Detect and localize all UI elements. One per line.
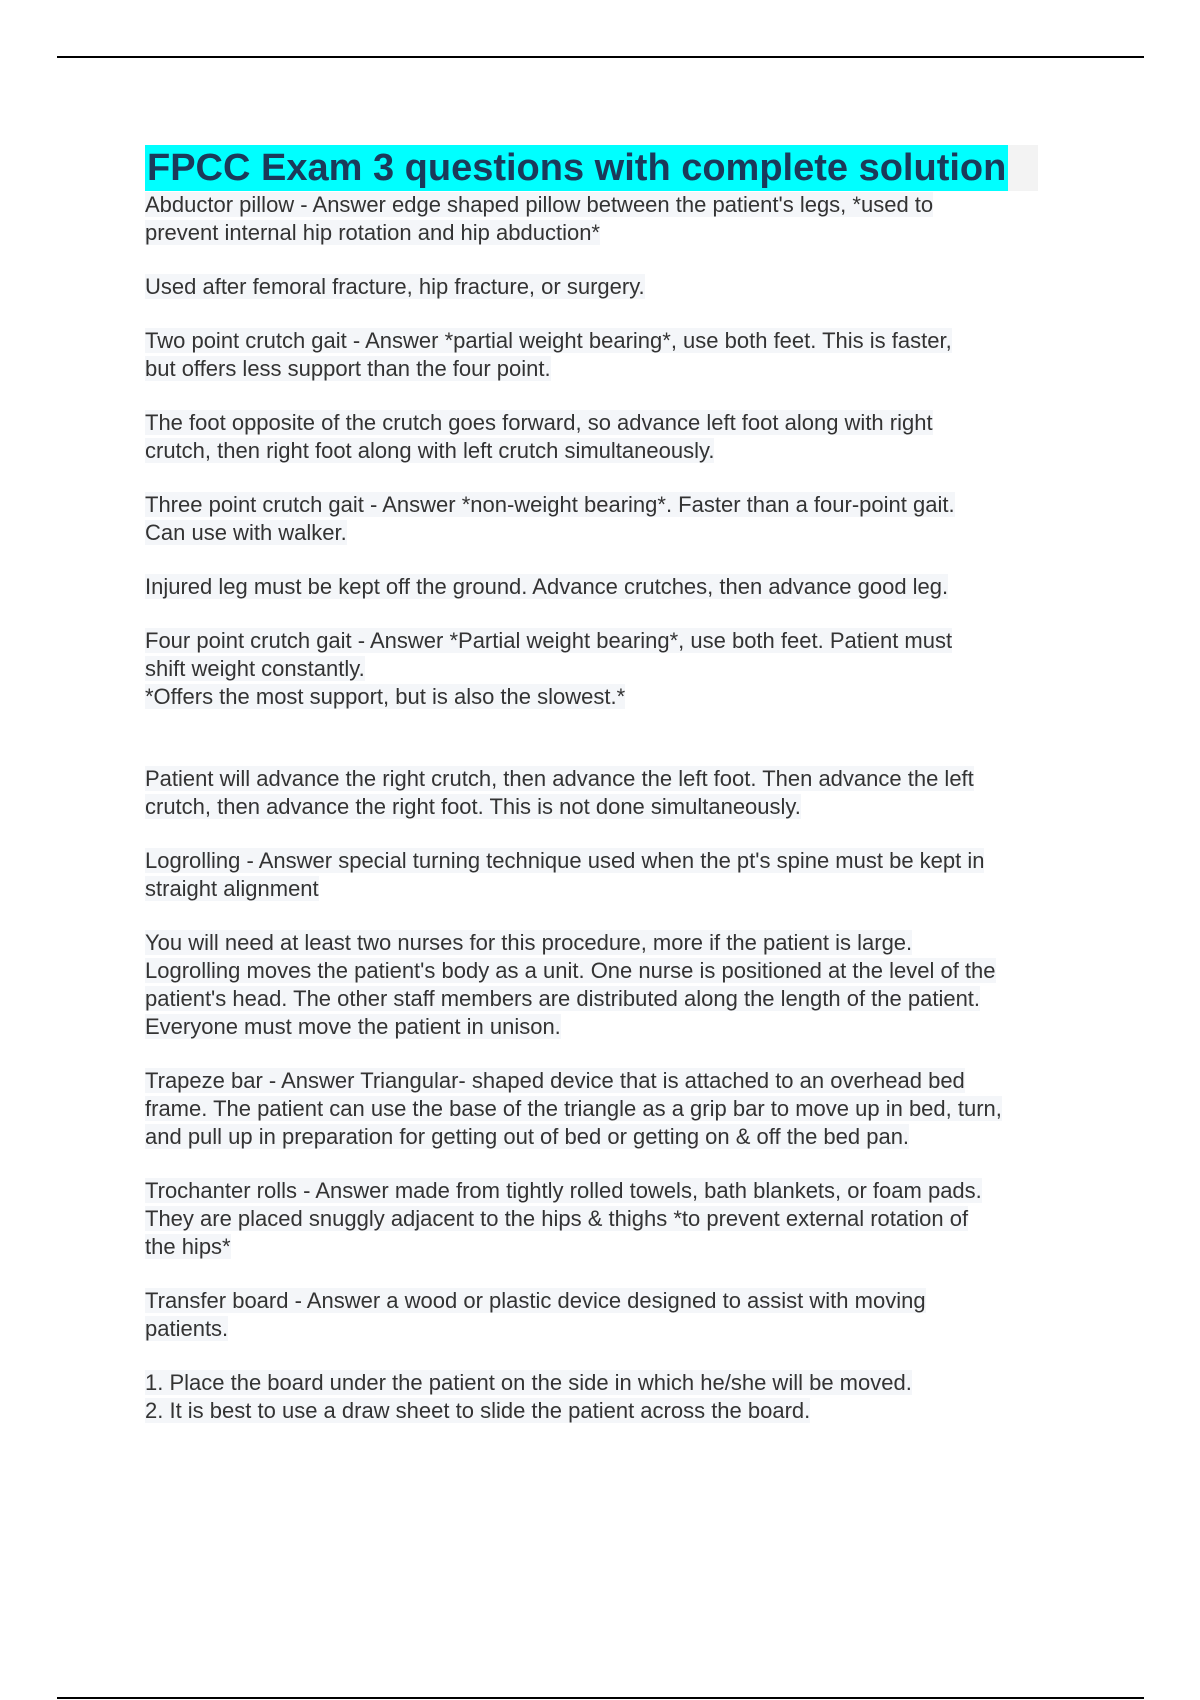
paragraph-logrolling-detail bbox=[145, 929, 1095, 1041]
document-title: FPCC Exam 3 questions with complete solution bbox=[147, 147, 1007, 189]
text-line: and pull up in preparation for getting out of bed or getting on & off the bed pan. bbox=[145, 1124, 910, 1149]
text-line: Injured leg must be kept off the ground. Advance crutches, then advance good leg. bbox=[145, 574, 949, 599]
paragraph-four-point-gait bbox=[145, 627, 1095, 711]
text-line: Can use with walker. bbox=[145, 520, 347, 545]
text-line: crutch, then advance the right foot. This is not done simultaneously. bbox=[145, 794, 801, 819]
footer-rule bbox=[57, 1697, 1144, 1699]
paragraph-three-point-detail bbox=[145, 573, 1095, 601]
text-line: prevent internal hip rotation and hip abduction* bbox=[145, 220, 600, 245]
text-line: Everyone must move the patient in unison. bbox=[145, 1014, 561, 1039]
text-line: Two point crutch gait - Answer *partial weight bearing*, use both feet. This is faster, bbox=[145, 328, 952, 353]
text-line: *Offers the most support, but is also the slowest.* bbox=[145, 684, 626, 709]
text-line: Used after femoral fracture, hip fracture, or surgery. bbox=[145, 274, 645, 299]
paragraph-transfer-board bbox=[145, 1287, 1095, 1343]
text-line: frame. The patient can use the base of the triangle as a grip bar to move up in bed, turn, bbox=[145, 1096, 1002, 1121]
paragraph-abductor-pillow-use bbox=[145, 273, 1095, 301]
paragraph-four-point-detail bbox=[145, 765, 1095, 821]
text-line: Abductor pillow - Answer edge shaped pillow between the patient's legs, *used to bbox=[145, 192, 934, 217]
text-line: The foot opposite of the crutch goes forward, so advance left foot along with right bbox=[145, 410, 933, 435]
text-line: They are placed snuggly adjacent to the hips & thighs *to prevent external rotation of bbox=[145, 1206, 969, 1231]
text-line: patient's head. The other staff members are distributed along the length of the patient. bbox=[145, 986, 981, 1011]
paragraph-three-point-gait bbox=[145, 491, 1095, 547]
text-line: shift weight constantly. bbox=[145, 656, 365, 681]
document-body bbox=[145, 145, 1095, 1425]
text-line: Transfer board - Answer a wood or plastic device designed to assist with moving bbox=[145, 1288, 926, 1313]
text-line: Trapeze bar - Answer Triangular- shaped device that is attached to an overhead bed bbox=[145, 1068, 965, 1093]
text-line: Logrolling moves the patient's body as a unit. One nurse is positioned at the level of the bbox=[145, 958, 996, 983]
text-line: Three point crutch gait - Answer *non-weight bearing*. Faster than a four-point gait. bbox=[145, 492, 955, 517]
title-row bbox=[145, 145, 1095, 191]
paragraph-transfer-board-steps bbox=[145, 1369, 1095, 1425]
text-line: patients. bbox=[145, 1316, 229, 1341]
paragraph-two-point-gait bbox=[145, 327, 1095, 383]
text-line: straight alignment bbox=[145, 876, 319, 901]
text-line: but offers less support than the four point. bbox=[145, 356, 551, 381]
paragraph-abductor-pillow bbox=[145, 191, 1095, 247]
paragraph-trochanter-rolls bbox=[145, 1177, 1095, 1261]
paragraph-logrolling bbox=[145, 847, 1095, 903]
text-line: crutch, then right foot along with left crutch simultaneously. bbox=[145, 438, 715, 463]
text-line: 2. It is best to use a draw sheet to slide the patient across the board. bbox=[145, 1398, 811, 1423]
text-line: Logrolling - Answer special turning technique used when the pt's spine must be kept in bbox=[145, 848, 985, 873]
text-line: Four point crutch gait - Answer *Partial weight bearing*, use both feet. Patient must bbox=[145, 628, 953, 653]
title-highlight-tail bbox=[1008, 145, 1038, 191]
text-line: Trochanter rolls - Answer made from tightly rolled towels, bath blankets, or foam pads. bbox=[145, 1178, 982, 1203]
text-line: 1. Place the board under the patient on the side in which he/she will be moved. bbox=[145, 1370, 912, 1395]
text-line: the hips* bbox=[145, 1234, 231, 1259]
paragraph-trapeze-bar bbox=[145, 1067, 1095, 1151]
paragraph-two-point-detail bbox=[145, 409, 1095, 465]
text-line: You will need at least two nurses for this procedure, more if the patient is large. bbox=[145, 930, 913, 955]
header-rule bbox=[57, 56, 1144, 58]
text-line: Patient will advance the right crutch, then advance the left foot. Then advance the left bbox=[145, 766, 974, 791]
